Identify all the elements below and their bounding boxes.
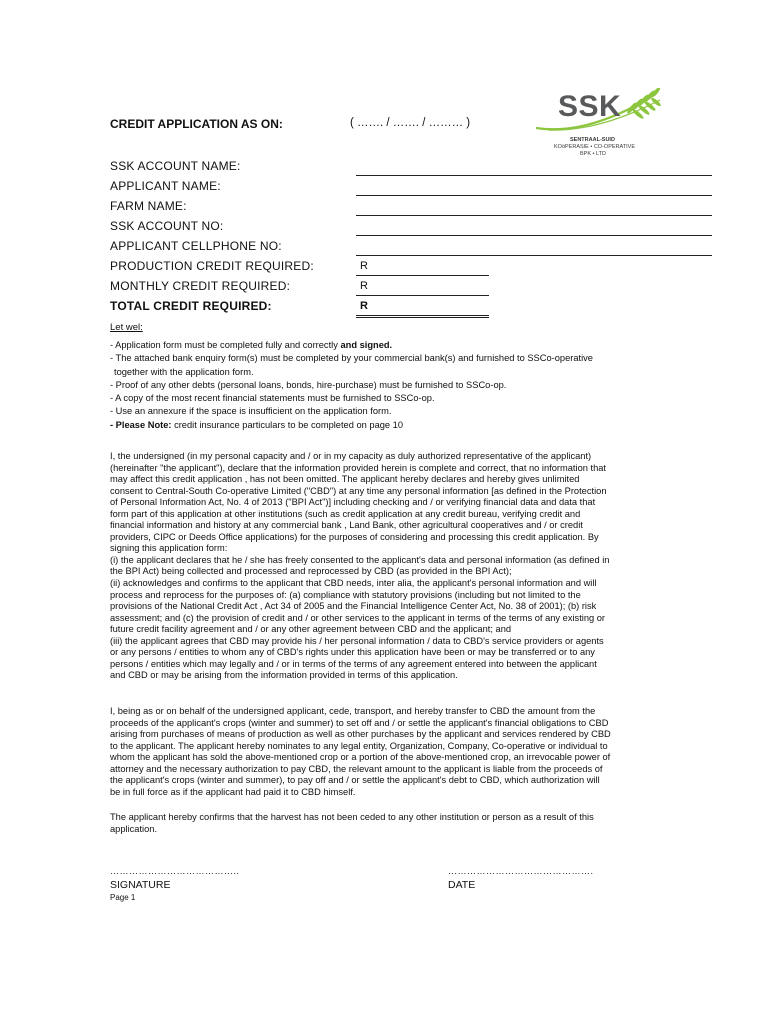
paragraph-line: persons / entities which may legally and / or in terms of the terms of any agreement entered into between the applicant	[110, 658, 597, 669]
paragraph-line: may affect this credit application , has not been omitted. The applicant hereby declares and hereby gives unlimited	[110, 474, 580, 485]
note-item: - The attached bank enquiry form(s) must be completed by your commercial bank(s) and furnished to SSCo-operative	[110, 353, 593, 364]
logo-line2: KOöPERASIE • CO-OPERATIVE	[554, 144, 635, 150]
paragraph-line: the BPI Act) being collected and processed and reprocessed by CBD (as provided in the BPI Act);	[110, 566, 512, 577]
cession-paragraph	[110, 706, 680, 798]
field-label-account-no: SSK ACCOUNT NO:	[110, 219, 224, 233]
paragraph-line: of Personal Information Act, No. 4 of 2013 ("BPI Act")] including checking and / or verifying financial data and data that	[110, 497, 596, 508]
page-number: Page 1	[110, 893, 136, 902]
notes-list	[110, 339, 690, 432]
logo-line1: SENTRAAL-SUID	[570, 137, 615, 143]
field-label-total-credit: TOTAL CREDIT REQUIRED:	[110, 299, 272, 313]
monthly-credit-input[interactable]	[356, 295, 489, 296]
paragraph-line: financial information and history at any commercial bank , Land Bank, other agricultural cooperatives and / or credit	[110, 520, 583, 531]
paragraph-line: (iii) the applicant agrees that CBD may provide his / her personal information / data to CBD's service providers or agents	[110, 635, 604, 646]
total-credit-double-underline	[356, 317, 489, 318]
notes-heading: Let wel:	[110, 322, 143, 333]
note-item: - Use an annexure if the space is insufficient on the application form.	[110, 406, 392, 417]
paragraph-line: signing this application form:	[110, 543, 228, 554]
paragraph-line: The applicant hereby confirms that the harvest has not been ceded to any other institution or person as a result of this	[110, 812, 594, 822]
paragraph-line: whom the applicant has sold the above-mentioned crop or a portion of the above-mentioned crop, an irrevocable power of	[110, 752, 611, 763]
total-credit-input[interactable]	[356, 315, 489, 316]
farm-name-input[interactable]	[356, 215, 712, 216]
account-no-input[interactable]	[356, 235, 712, 236]
paragraph-line: the applicant's crops (winter and summer), to pay off and / or settle the applicant's debt to CBD, which authorization will	[110, 775, 600, 786]
date-label: DATE	[448, 879, 476, 891]
signature-line[interactable]: …………………………………..	[110, 866, 240, 876]
paragraph-line: form part of this application at other institutions (such as credit application at any credit bureau, verifying credit and	[110, 508, 581, 519]
paragraph-line: provisions of the National Credit Act , Act 34 of 2005 and the Financial Intelligence Center Act, No. 38 of 2001); (b) risk	[110, 601, 597, 612]
paragraph-line: (i) the applicant declares that he / she has freely consented to the applicant's data and personal information (as defined in	[110, 554, 610, 565]
logo-wordmark: SSK	[558, 90, 622, 123]
field-label-monthly-credit: MONTHLY CREDIT REQUIRED:	[110, 279, 291, 293]
field-label-account-name: SSK ACCOUNT NAME:	[110, 159, 241, 173]
note-item: - Application form must be completed fully and correctly and signed.	[110, 340, 393, 350]
note-item: - Please Note: credit insurance particulars to be completed on page 10	[110, 419, 404, 430]
paragraph-line: proceeds of the applicant's crops (winter and summer) to set off and / or settle the applicant's financial obligations to CBD	[110, 717, 609, 728]
paragraph-line: providers, CIPC or Deeds Office applications) for the purposes of considering and processing this credit application. By	[110, 531, 599, 542]
paragraph-line: application.	[110, 823, 158, 834]
total-credit-prefix: R	[360, 300, 368, 312]
note-item: together with the application form.	[114, 366, 254, 377]
monthly-credit-prefix: R	[360, 280, 368, 292]
paragraph-line: attorney and the necessary authorization to pay CBD, the relevant amount to the applicant is liable from the proceeds of	[110, 763, 603, 774]
note-item: - Proof of any other debts (personal loans, bonds, hire-purchase) must be furnished to SSCo-op.	[110, 379, 507, 390]
paragraph-line: or any persons / entities to whom any of CBD's rights under this application have been or may be transferred or to any	[110, 647, 595, 658]
production-credit-input[interactable]	[356, 275, 489, 276]
field-label-production-credit: PRODUCTION CREDIT REQUIRED:	[110, 259, 314, 273]
applicant-name-input[interactable]	[356, 195, 712, 196]
production-credit-prefix: R	[360, 260, 368, 272]
paragraph-line: I, the undersigned (in my personal capacity and / or in my capacity as duly authorized representative of the applicant)	[110, 451, 592, 461]
paragraph-line: (ii) acknowledges and confirms to the applicant that CBD needs, inter alia, the applicant's personal information and will	[110, 578, 597, 589]
account-name-input[interactable]	[356, 175, 712, 176]
paragraph-line: process and reprocess for the purposes of: (a) compliance with statutory provisions (including but not limited to the	[110, 589, 581, 600]
field-label-applicant-name: APPLICANT NAME:	[110, 179, 221, 193]
paragraph-line: consent to Central-South Co-operative Limited ("CBD") at any time any personal information [as defined in the Protection	[110, 485, 607, 496]
page-title: CREDIT APPLICATION AS ON:	[110, 117, 283, 131]
logo-line3: BPK • LTD	[580, 151, 606, 157]
paragraph-line: assessment; and (c) the provision of credit and / or other services to the applicant in terms of the terms of any existing or	[110, 612, 606, 623]
date-field[interactable]: ( ……. / ……. / ……… )	[350, 117, 471, 129]
signature-label: SIGNATURE	[110, 879, 171, 891]
ssk-logo	[528, 88, 670, 158]
date-line[interactable]: ……………………………………….	[448, 866, 594, 876]
paragraph-line: arising from purchases of means of production as well as other purchases by the applicant and services rendered by CBD	[110, 729, 611, 740]
paragraph-line: to the applicant. The applicant hereby nominates to any legal entity, Organization, Company, Co-operative or individual to	[110, 740, 608, 751]
harvest-confirmation-paragraph	[110, 812, 680, 835]
field-label-farm-name: FARM NAME:	[110, 199, 187, 213]
paragraph-line: (hereinafter "the applicant"), declare that the information provided herein is complete and correct, that no information that	[110, 462, 606, 473]
declaration-paragraph	[110, 451, 680, 682]
field-label-cellphone: APPLICANT CELLPHONE NO:	[110, 239, 282, 253]
cellphone-input[interactable]	[356, 255, 712, 256]
paragraph-line: I, being as or on behalf of the undersigned applicant, cede, transport, and hereby transfer to CBD the amount from the	[110, 706, 596, 716]
note-item: - A copy of the most recent financial statements must be furnished to SSCo-op.	[110, 393, 435, 404]
paragraph-line: future credit facility agreement and / or any other agreement between CBD and the applicant; and	[110, 624, 512, 635]
paragraph-line: be in full force as if the applicant had paid it to CBD himself.	[110, 786, 356, 797]
paragraph-line: and CBD or may be arising from the information provided in terms of this application.	[110, 670, 458, 681]
